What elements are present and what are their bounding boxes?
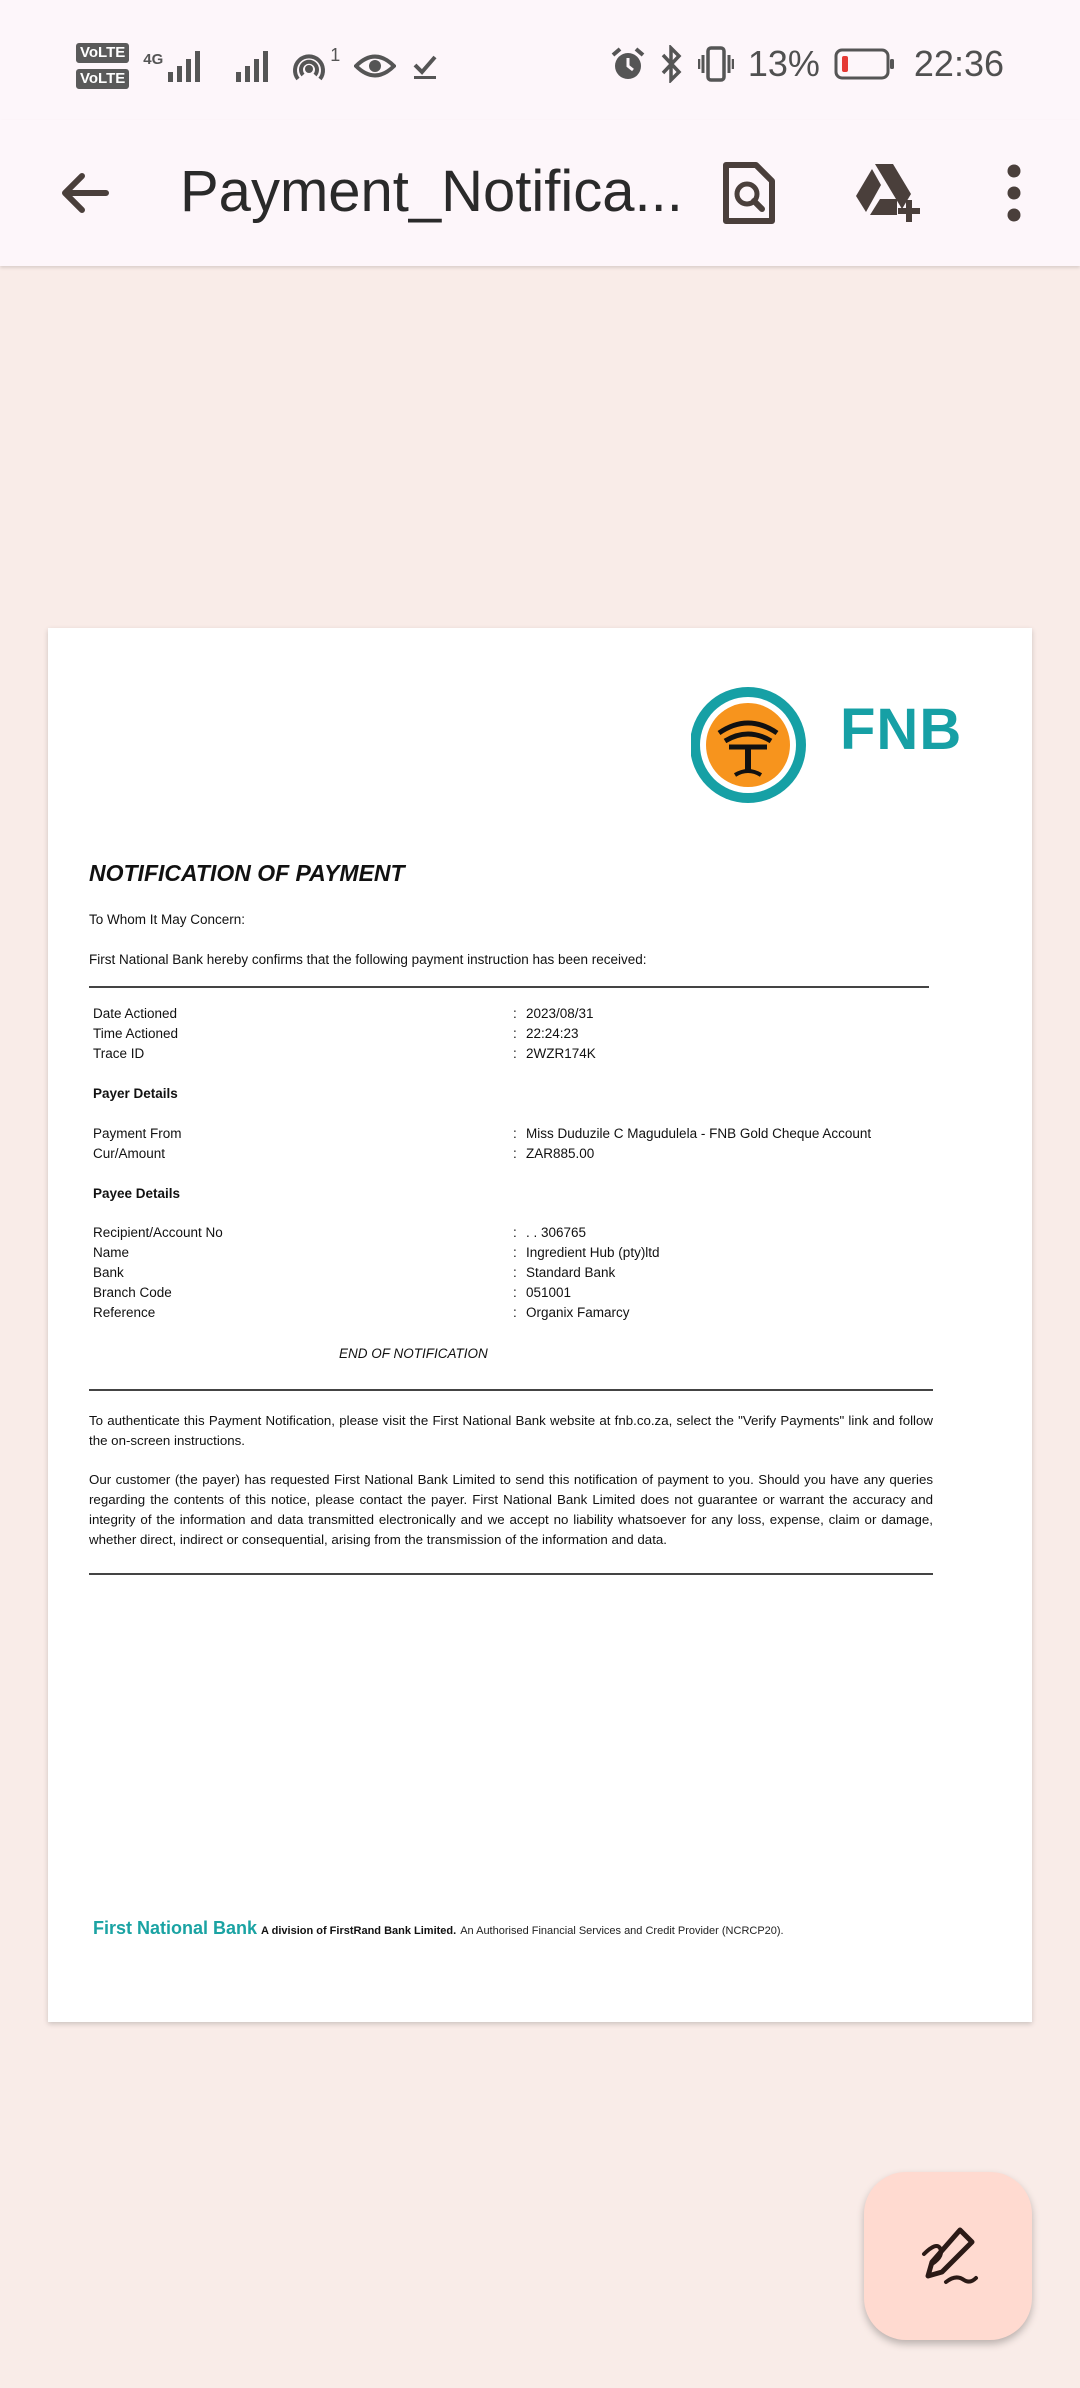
row-colon: : [513,1265,517,1280]
file-search-icon [721,160,777,226]
volte-2-badge: VoLTE [76,69,129,89]
row-trace-id [93,1046,933,1066]
row-value: Standard Bank [526,1265,616,1280]
alarm-icon [610,46,646,82]
battery-percent: 13% [747,43,820,84]
fnb-logo-text: FNB [840,697,963,762]
pdf-page[interactable] [48,628,1032,2022]
row-label: Trace ID [93,1046,145,1061]
status-right [610,36,1004,92]
back-arrow-icon [56,165,112,221]
row-label: Time Actioned [93,1026,179,1041]
row-name [93,1245,933,1265]
divider-top [89,986,929,988]
row-colon: : [513,1046,517,1061]
status-left [76,36,440,96]
footer-authorised: An Authorised Financial Services and Credit Provider (NCRCP20). [460,1925,784,1937]
row-label: Name [93,1245,130,1260]
row-value: ZAR885.00 [526,1146,595,1161]
row-colon: : [513,1126,517,1141]
row-recipient-account [93,1225,933,1245]
more-options-button[interactable] [974,147,1054,239]
row-branch-code [93,1285,933,1305]
row-label: Recipient/Account No [93,1225,223,1240]
network-label: 4G [143,51,164,68]
row-cur-amount [93,1146,933,1166]
row-value: Organix Famarcy [526,1305,630,1320]
back-button[interactable] [44,153,124,233]
hotspot-icon [288,45,330,87]
row-label: Date Actioned [93,1006,178,1021]
divider-bottom [89,1573,933,1575]
bluetooth-icon [660,45,684,83]
check-icon [410,51,440,81]
row-colon: : [513,1146,517,1161]
payee-details-heading: Payee Details [93,1186,181,1201]
row-value: 22:24:23 [526,1026,579,1041]
vibrate-icon [698,45,734,83]
row-time-actioned [93,1026,933,1046]
intro-text: First National Bank hereby confirms that the following payment instruction has been received: [89,952,647,967]
edit-sign-icon [916,2224,980,2288]
battery-icon [834,48,896,80]
row-label: Branch Code [93,1285,172,1300]
row-value: 2WZR174K [526,1046,596,1061]
row-bank [93,1265,933,1285]
signal-icon-2 [234,46,274,86]
document-footer [93,1918,784,1939]
row-colon: : [513,1225,517,1240]
search-in-file-button[interactable] [703,147,795,239]
clock: 22:36 [913,43,1004,84]
row-value: . . 306765 [526,1225,587,1240]
more-vert-icon [1004,163,1024,223]
end-of-notification: END OF NOTIFICATION [339,1346,488,1361]
row-colon: : [513,1245,517,1260]
payer-details-heading: Payer Details [93,1086,178,1101]
row-label: Bank [93,1265,124,1280]
signal-icon [166,46,206,86]
row-payment-from [93,1126,933,1146]
row-colon: : [513,1026,517,1041]
row-value: Miss Duduzile C Magudulela - FNB Gold Cheque Account [526,1126,872,1141]
document-title: Payment_Notifica... [180,159,683,224]
row-date-actioned [93,1006,933,1026]
hotspot [288,45,340,87]
eye-icon [354,51,396,81]
row-colon: : [513,1305,517,1320]
edit-sign-button[interactable] [864,2172,1032,2340]
notification-title: NOTIFICATION OF PAYMENT [89,860,405,886]
volte-badges [76,43,129,89]
row-value: 051001 [526,1285,572,1300]
divider-middle [89,1389,933,1391]
status-bar [0,0,1080,120]
footer-division: A division of FirstRand Bank Limited. [261,1925,457,1937]
add-to-drive-icon [853,162,923,224]
row-colon: : [513,1285,517,1300]
volte-1-badge: VoLTE [76,43,129,63]
hotspot-count: 1 [330,45,341,65]
row-colon: : [513,1006,517,1021]
app-bar [0,120,1080,266]
greeting: To Whom It May Concern: [89,912,246,927]
authentication-paragraph: To authenticate this Payment Notification, please visit the First National Bank website at fnb.co.za, select the "Verify Payments" link and follow the on-screen instructions. [89,1413,933,1448]
row-label: Payment From [93,1126,182,1141]
footer-bank-name: First National Bank [93,1918,258,1938]
row-reference [93,1305,933,1325]
network-type [143,46,206,86]
row-label: Reference [93,1305,156,1320]
row-value: 2023/08/31 [526,1006,594,1021]
row-label: Cur/Amount [93,1146,166,1161]
disclaimer-paragraph: Our customer (the payer) has requested First National Bank Limited to send this notification of payment to you. Should you have any queries regarding the contents of this notice, please contact the payer. First National Bank Limited does not guarantee or warrant the accuracy and integrity of the information and data transmitted electronically and we accept no liability whatsoever for any loss, expense, claim or damage, whether direct, indirect or consequential, arising from the transmission of the information and data. [89,1472,933,1547]
add-to-drive-button[interactable] [842,147,934,239]
row-value: Ingredient Hub (pty)ltd [526,1245,660,1260]
